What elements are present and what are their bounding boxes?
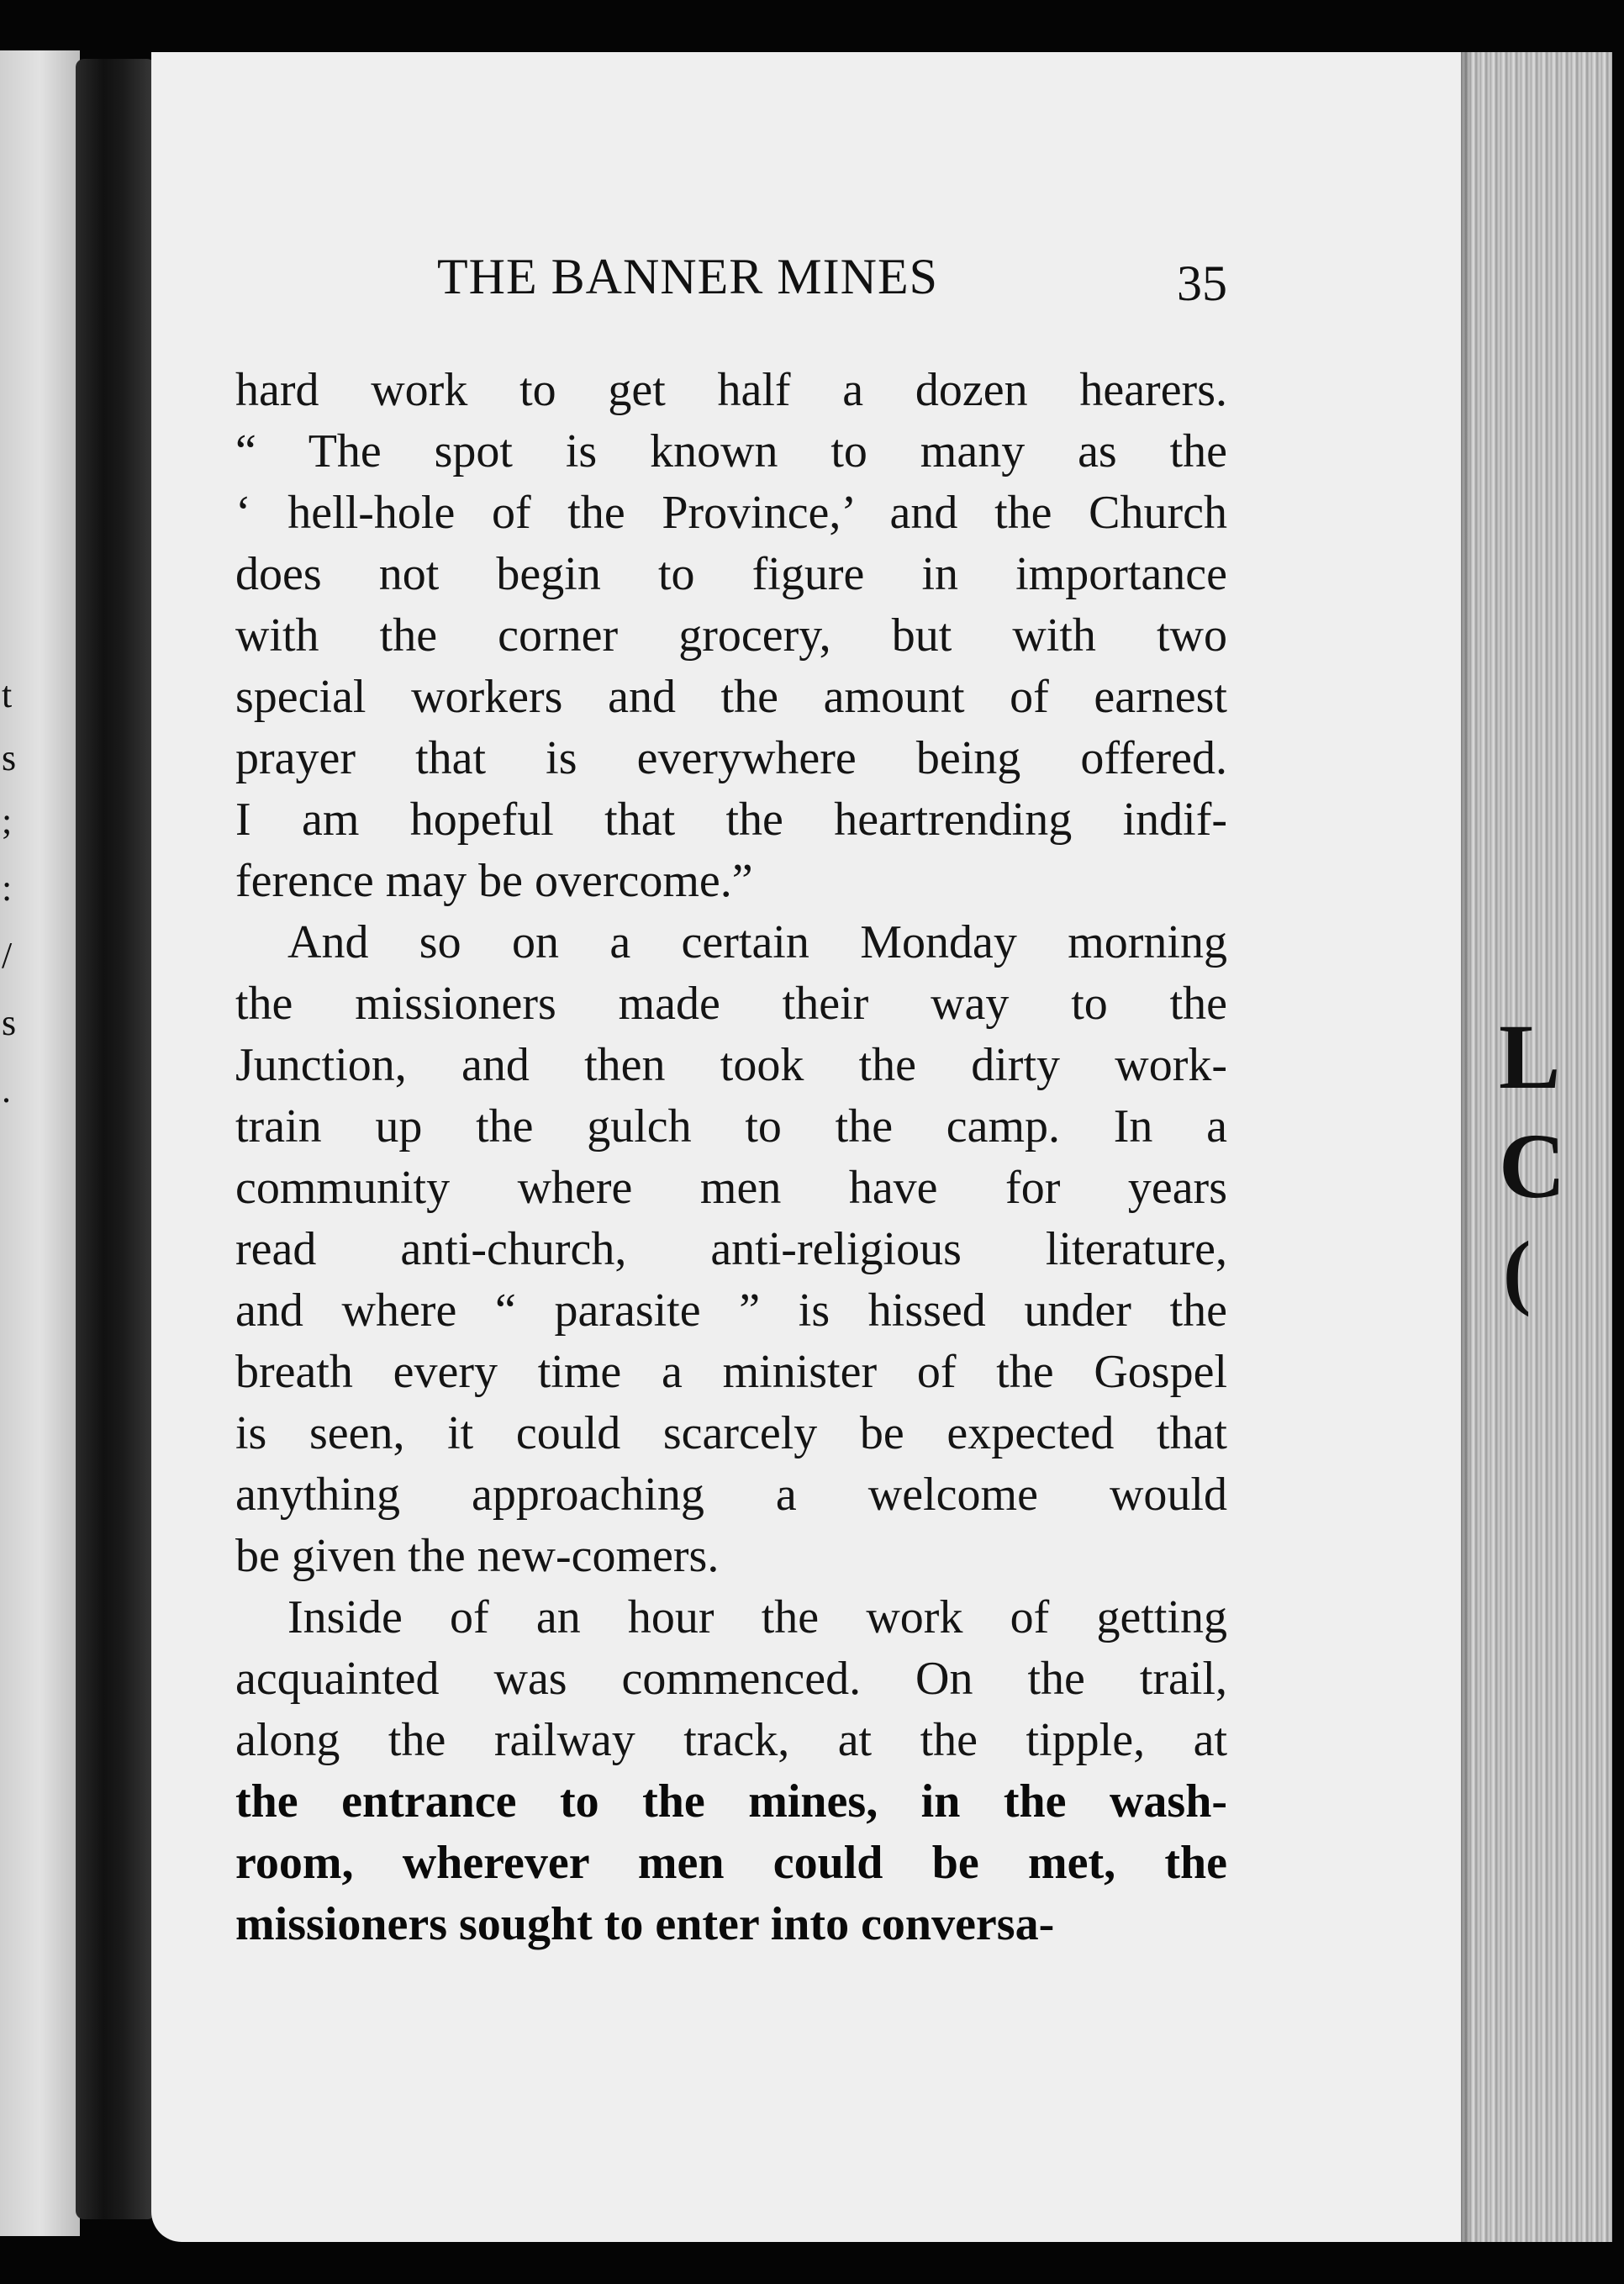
body-text <box>235 360 1227 1955</box>
text-line: the entrance to the mines, in the wash- <box>235 1775 1227 1828</box>
bleed-through-glyph: L <box>1499 1005 1561 1108</box>
text-line: along the railway track, at the tipple, at <box>235 1714 1227 1766</box>
text-line: anything approaching a welcome would <box>235 1469 1227 1521</box>
page-stack-edge <box>1461 52 1612 2242</box>
running-header <box>235 248 1227 315</box>
previous-page-glyph: s <box>2 1002 17 1043</box>
text-line: hard work to get half a dozen hearers. <box>235 364 1227 416</box>
paragraph <box>235 360 1227 912</box>
previous-page-glyph: / <box>2 935 13 976</box>
text-line: the missioners made their way to the <box>235 978 1227 1030</box>
text-line: prayer that is everywhere being offered. <box>235 732 1227 784</box>
text-line: train up the gulch to the camp. In a <box>235 1100 1227 1153</box>
text-line: with the corner grocery, but with two <box>235 609 1227 662</box>
page-number: 35 <box>1177 256 1227 311</box>
text-line: ‘ hell-hole of the Province,’ and the Church <box>235 487 1227 539</box>
text-line: acquainted was commenced. On the trail, <box>235 1653 1227 1705</box>
text-line: read anti-church, anti-religious literature, <box>235 1223 1227 1275</box>
previous-page-glyph: s <box>2 737 17 778</box>
text-line: community where men have for years <box>235 1162 1227 1214</box>
text-line: be given the new-comers. <box>235 1530 720 1582</box>
previous-page-glyph: ; <box>2 800 13 841</box>
text-line: and where “ parasite ” is hissed under the <box>235 1284 1227 1337</box>
paragraph <box>235 912 1227 1587</box>
running-head-title: THE BANNER MINES <box>437 249 938 304</box>
previous-page-glyph: : <box>2 868 13 909</box>
page-edge-shadow <box>1461 52 1473 2242</box>
text-line: breath every time a minister of the Gospel <box>235 1346 1227 1398</box>
text-line: does not begin to figure in importance <box>235 548 1227 600</box>
text-line: special workers and the amount of earnest <box>235 671 1227 723</box>
text-line: I am hopeful that the heartrending indif- <box>235 794 1227 846</box>
text-line: And so on a certain Monday morning <box>287 916 1227 968</box>
previous-page-edge <box>0 50 80 2236</box>
text-line: Inside of an hour the work of getting <box>287 1591 1227 1643</box>
previous-page-glyph: . <box>2 1069 11 1110</box>
text-line: ference may be overcome.” <box>235 855 753 907</box>
bleed-through-glyph: C <box>1499 1115 1566 1217</box>
text-line: missioners sought to enter into conversa- <box>235 1898 1055 1950</box>
paragraph <box>235 1587 1227 1955</box>
bleed-through-glyph: ( <box>1503 1224 1532 1317</box>
text-line: Junction, and then took the dirty work- <box>235 1039 1227 1091</box>
book-gutter <box>76 59 156 2219</box>
text-line: is seen, it could scarcely be expected that <box>235 1407 1227 1459</box>
previous-page-glyph: t <box>2 674 13 715</box>
text-line: room, wherever men could be met, the <box>235 1837 1227 1889</box>
text-line: “ The spot is known to many as the <box>235 425 1227 477</box>
